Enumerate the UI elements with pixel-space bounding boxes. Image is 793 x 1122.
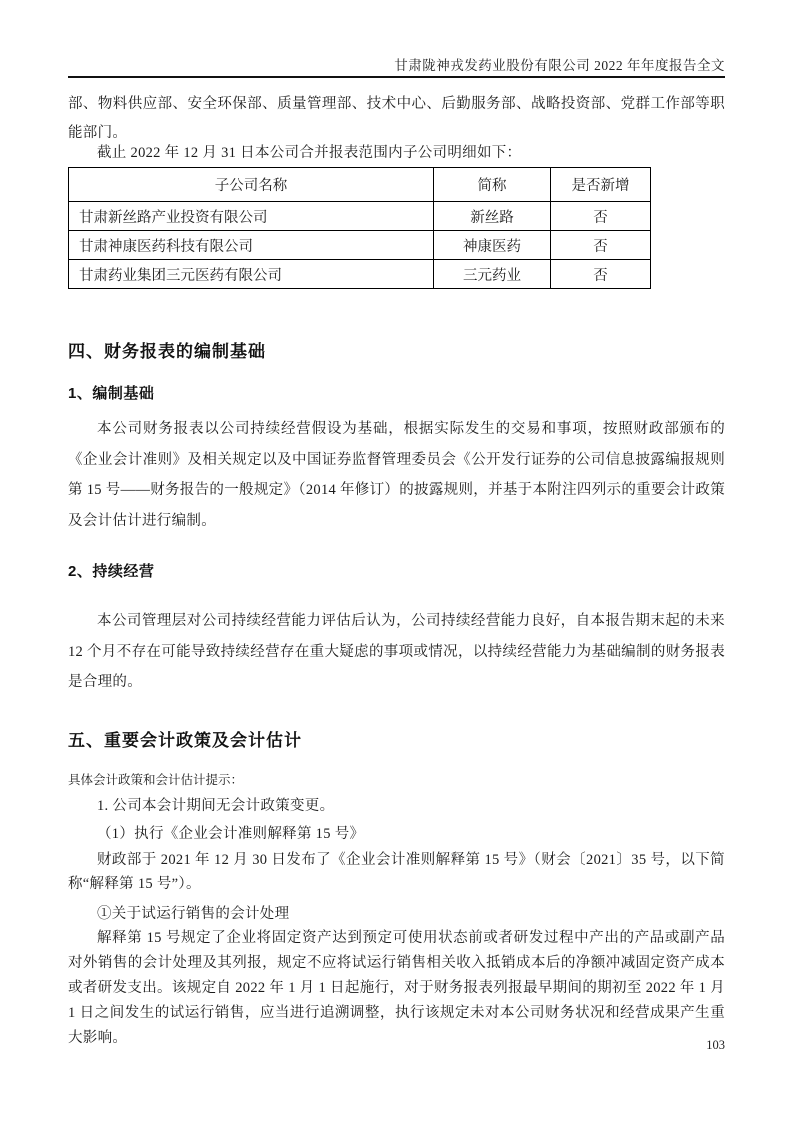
table-row xyxy=(69,202,651,231)
column-header-is-new: 是否新增 xyxy=(551,168,651,202)
subsidiary-table xyxy=(68,167,651,289)
is-new-cell: 否 xyxy=(551,202,651,231)
is-new-cell: 否 xyxy=(551,231,651,260)
short-name-cell: 神康医药 xyxy=(434,231,551,260)
table-row xyxy=(69,260,651,289)
subsidiary-name-cell: 甘肃药业集团三元医药有限公司 xyxy=(69,260,434,289)
is-new-cell: 否 xyxy=(551,260,651,289)
header-rule xyxy=(68,76,725,78)
paragraph-going-concern: 本公司管理层对公司持续经营能力评估后认为，公司持续经营能力良好，自本报告期末起的未来 12 个月不存在可能导致持续经营存在重大疑虑的事项或情况，以持续经营能力为基础编制的财务报表是合理的。 xyxy=(68,613,725,690)
subsidiary-name-cell: 甘肃新丝路产业投资有限公司 xyxy=(69,202,434,231)
paragraph-trial-run-sales-detail: 解释第 15 号规定了企业将固定资产达到预定可使用状态前或者研发过程中产出的产品或副产品对外销售的会计处理及其列报，规定不应将试运行销售相关收入抵销成本后的净额冲减固定资产成本或者研发支出。该规定自 2022 年 1 月 1 日起施行，对于财务报表列报最早期间的期初至 2022 年 1 月 1 日之间发生的试运行销售，应当进行追溯调整，执行该规定未对本公司财务状况和经营成果产生重大影响。 xyxy=(68,930,725,1046)
policy-item-no-change: 1. 公司本会计期间无会计政策变更。 xyxy=(97,798,335,814)
accounting-policies-note: 具体会计政策和会计估计提示： xyxy=(68,773,244,787)
short-name-cell: 新丝路 xyxy=(434,202,551,231)
policy-item-trial-run-sales-title: ①关于试运行销售的会计处理 xyxy=(97,906,290,922)
paragraph-preparation-basis: 本公司财务报表以公司持续经营假设为基础，根据实际发生的交易和事项，按照财政部颁布的《企业会计准则》及相关规定以及中国证券监督管理委员会《公开发行证券的公司信息披露编报规则第 15 号——财务报告的一般规定》（2014 年修订）的披露规则，并基于本附注四列示的重要会计政策及会计估计进行编制。 xyxy=(68,421,725,529)
column-header-short-name: 简称 xyxy=(434,168,551,202)
policy-item-interpretation-15-title: （1）执行《企业会计准则解释第 15 号》 xyxy=(97,826,365,842)
section-heading-basis-of-preparation: 四、财务报表的编制基础 xyxy=(68,342,266,361)
section-heading-accounting-policies: 五、重要会计政策及会计估计 xyxy=(68,731,302,750)
table-header-row xyxy=(69,168,651,202)
subsection-heading-preparation-basis: 1、编制基础 xyxy=(68,385,155,402)
page-number: 103 xyxy=(706,1038,725,1052)
table-row xyxy=(69,231,651,260)
subsidiary-table-lead: 截止 2022 年 12 月 31 日本公司合并报表范围内子公司明细如下： xyxy=(97,145,522,161)
subsidiary-name-cell: 甘肃神康医药科技有限公司 xyxy=(69,231,434,260)
column-header-subsidiary-name: 子公司名称 xyxy=(69,168,434,202)
paragraph-mof-release: 财政部于 2021 年 12 月 30 日发布了《企业会计准则解释第 15 号》（财会〔2021〕35 号，以下简称“解释第 15 号”）。 xyxy=(68,852,725,892)
short-name-cell: 三元药业 xyxy=(434,260,551,289)
running-header-title: 甘肃陇神戎发药业股份有限公司 2022 年年度报告全文 xyxy=(394,58,725,73)
paragraph-departments-continuation: 部、物料供应部、安全环保部、质量管理部、技术中心、后勤服务部、战略投资部、党群工作部等职能部门。 xyxy=(68,96,725,141)
subsection-heading-going-concern: 2、持续经营 xyxy=(68,563,155,580)
